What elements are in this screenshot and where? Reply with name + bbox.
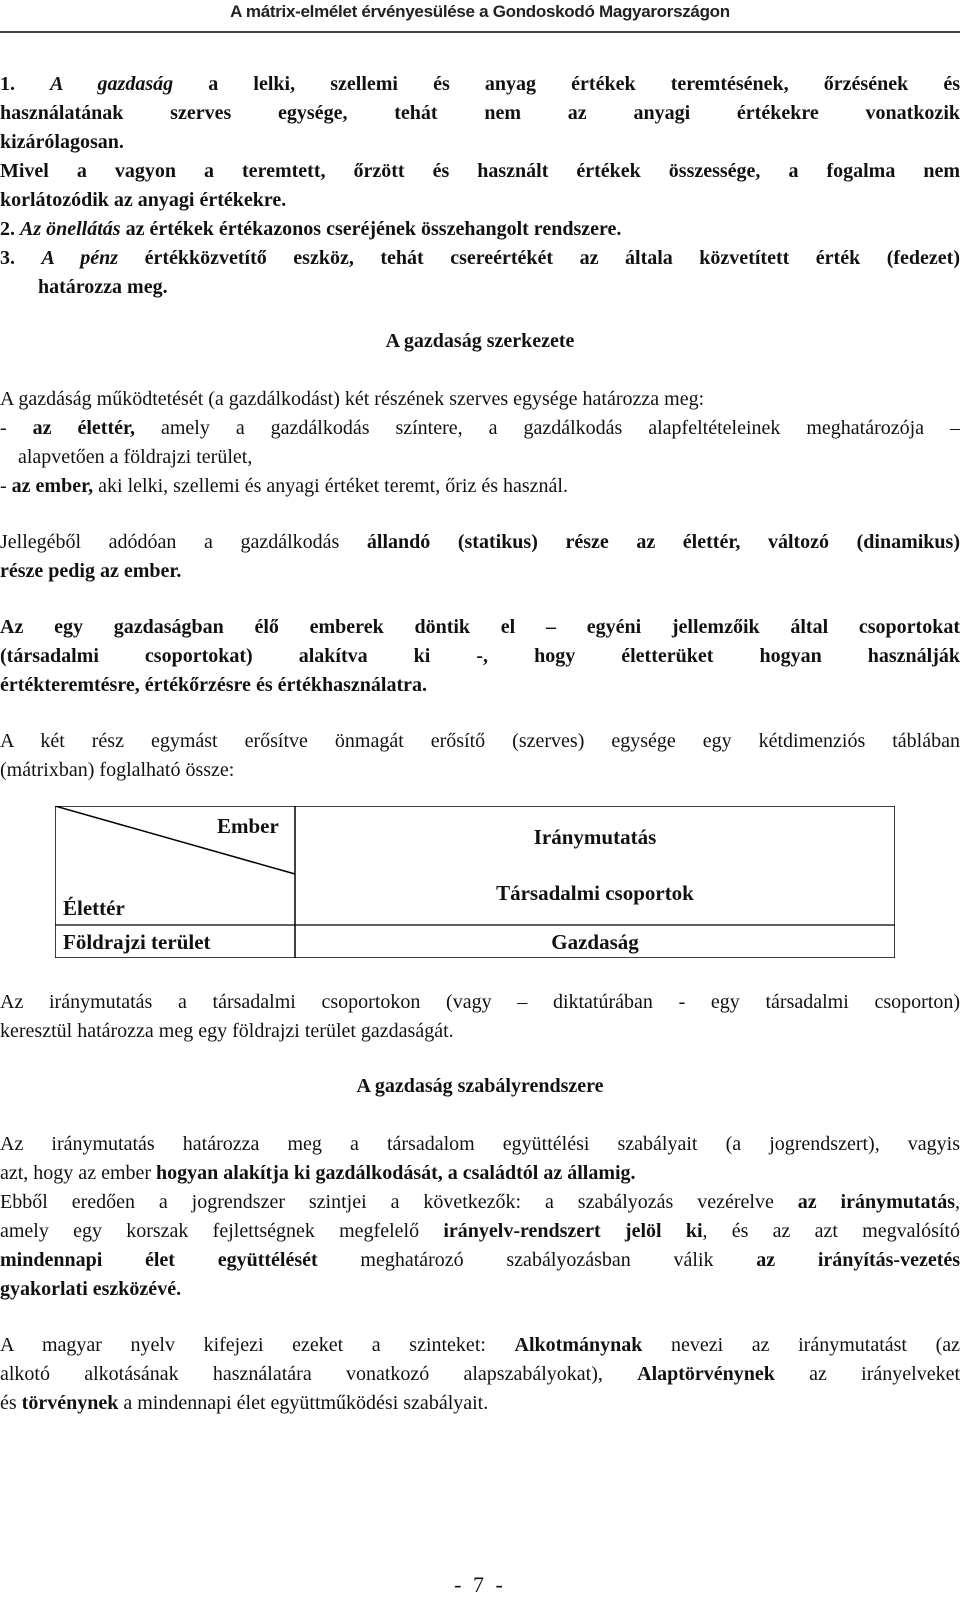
section1-item-human: - az ember, aki lelki, szellemi és anyagi értéket teremt, őriz és használ. xyxy=(0,475,568,497)
section1-paragraph-static-dynamic: Jellegéből adódóan a gazdálkodás állandó (statikus) része az élettér, változó (dinamikus) része pedig az ember. xyxy=(0,531,960,582)
page-number: - 7 - xyxy=(454,1572,506,1597)
header-rule xyxy=(0,31,960,33)
matrix-table xyxy=(55,806,895,958)
definition-3: 3. A pénz értékközvetítő eszköz, tehát csereértékét az általa közvetített érték (fedezet) határozza meg. xyxy=(0,247,960,298)
matrix-corner-human: Ember xyxy=(217,814,279,838)
section2-paragraph-3: A magyar nyelv kifejezi ezeket a szinteket: Alkotmánynak nevezi az iránymutatást (az alkotó alkotásának használatára vonatkozó alapszabályokat), Alaptörvénynek az irányelveket és törvénynek a mindennapi élet együttműködési szabályait. xyxy=(0,1334,960,1414)
section2-paragraph-2: Ebből eredően a jogrendszer szintjei a következők: a szabályozás vezérelve az iránymutatás, amely egy korszak fejlettségnek megfelelő irányelv-rendszert jelöl ki, és az azt megvalósító mindennapi élet együttélését meghatározó szabályozásban válik az irányítás-vezetés gyakorlati eszközévé. xyxy=(0,1191,960,1300)
definition-1-addendum: Mivel a vagyon a teremtett, őrzött és használt értékek összessége, a fogalma nem korlátozódik az anyagi értékekre. xyxy=(0,160,960,211)
section-title-rules: A gazdaság szabályrendszere xyxy=(356,1075,604,1097)
definition-1: 1. A gazdaság a lelki, szellemi és anyag értékek teremtésének, őrzésének és használatának szerves egysége, tehát nem az anyagi értékekre vonatkozik kizárólagosan. xyxy=(0,73,960,153)
running-header: A mátrix-elmélet érvényesülése a Gondoskodó Magyarországon xyxy=(230,2,730,21)
section1-paragraph-groups: Az egy gazdaságban élő emberek döntik el – egyéni jellemzőik által csoportokat (társadalmi csoportokat) alakítva ki -, hogy életterüket hogyan használják értékteremtésre, értékőrzésre és értékhasználatra. xyxy=(0,616,960,696)
matrix-col-social-groups: Társadalmi csoportok xyxy=(496,881,694,905)
matrix-col-economy: Gazdaság xyxy=(551,930,639,954)
section-title-structure: A gazdaság szerkezete xyxy=(385,330,575,352)
definition-2: 2. Az önellátás az értékek értékazonos cseréjének összehangolt rendszere. xyxy=(0,218,622,240)
matrix-corner-living-space: Élettér xyxy=(63,896,125,920)
matrix-row-geographic-area: Földrajzi terület xyxy=(63,930,211,954)
section2-paragraph-1: Az iránymutatás határozza meg a társadalom együttélési szabályait (a jogrendszert), vagyis azt, hogy az ember hogyan alakítja ki gazdálkodását, a családtól az államig. xyxy=(0,1133,960,1184)
section1-intro: A gazdáság működtetését (a gazdálkodást) két részének szerves egysége határozza meg: xyxy=(0,388,705,410)
section1-paragraph-matrix-intro: A két rész egymást erősítve önmagát erősítő (szerves) egysége egy kétdimenziós táblában (mátrixban) foglalható össze: xyxy=(0,730,960,781)
matrix-col-guidance: Iránymutatás xyxy=(533,825,657,849)
section1-item-living-space: - az élettér, amely a gazdálkodás színtere, a gazdálkodás alapfeltételeinek meghatározója – alapvetően a földrajzi terület, xyxy=(0,417,960,468)
after-matrix-paragraph: Az iránymutatás a társadalmi csoportokon (vagy – diktatúrában - egy társadalmi csoporton) keresztül határozza meg egy földrajzi terület gazdaságát. xyxy=(0,991,960,1042)
